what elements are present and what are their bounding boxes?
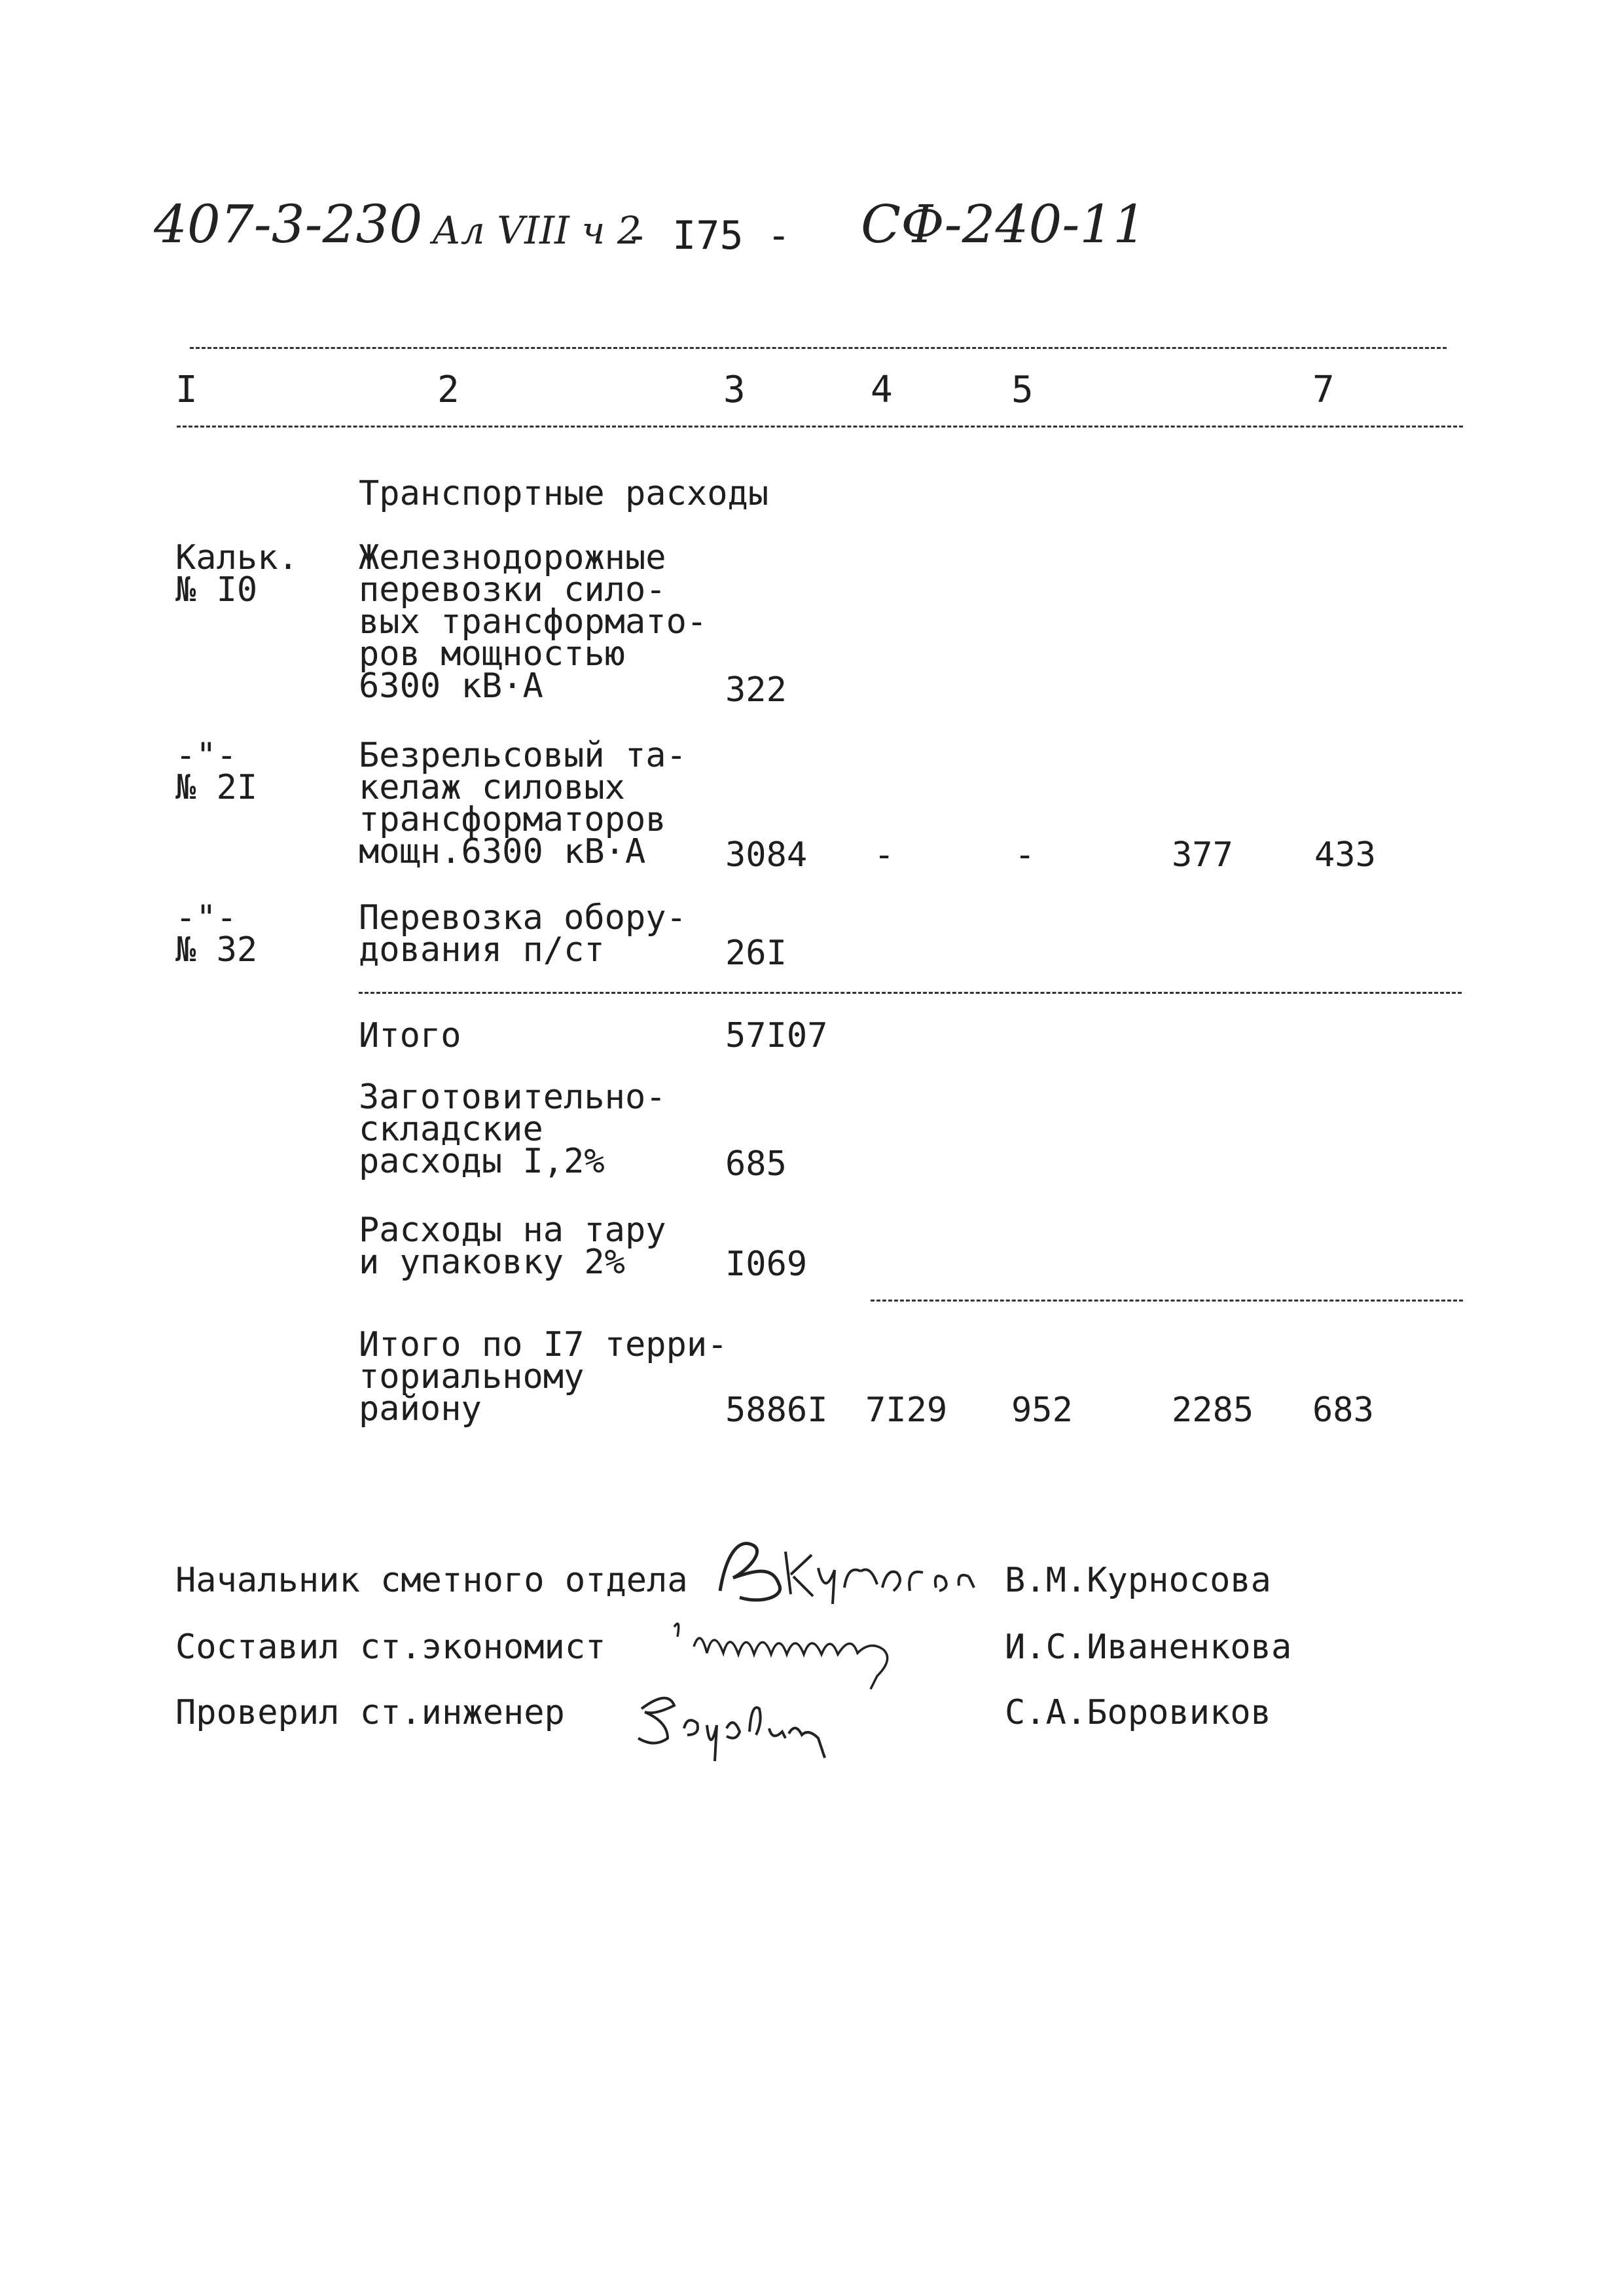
- page-number: - I75 -: [625, 213, 791, 259]
- col-header-2: 2: [437, 369, 460, 411]
- grand-total-col4: 7I29: [865, 1391, 948, 1430]
- signature-name: В.М.Курносова: [1005, 1561, 1271, 1600]
- signature-name: С.А.Боровиков: [1005, 1693, 1271, 1732]
- row-ref: -"- № 32: [175, 898, 258, 970]
- row-description: Перевозка обору- дования п/ст: [359, 898, 687, 970]
- section-title: Транспортные расходы: [359, 474, 769, 513]
- row-col3: 26I: [725, 934, 787, 973]
- signature-role: Начальник сметного отдела: [175, 1561, 688, 1600]
- col-header-7: 7: [1312, 369, 1335, 411]
- row-description: Безрельсовый та- келаж силовых трансформаторов мощн.6300 кВ·А: [359, 736, 687, 871]
- total-rule: [871, 1300, 1463, 1302]
- col-header-5: 5: [1011, 369, 1034, 411]
- grand-total-col7: 683: [1312, 1391, 1374, 1430]
- procurement-col3: 685: [725, 1144, 787, 1184]
- grand-total-col3: 5886I: [725, 1391, 828, 1430]
- album-number: Ал VIII ч 2: [432, 208, 641, 253]
- grand-total-label: Итого по I7 терри- ториальному району: [359, 1325, 728, 1429]
- col-header-3: 3: [723, 369, 746, 411]
- packaging-col3: I069: [725, 1245, 808, 1284]
- project-code: 407-3-230: [154, 194, 423, 255]
- handwritten-signature: [628, 1676, 864, 1768]
- row-ref: -"- № 2I: [175, 736, 258, 807]
- row-description: Железнодорожные перевозки сило- вых трансформато- ров мощностью 6300 кВ·А: [359, 538, 708, 706]
- packaging-label: Расходы на тару и упаковку 2%: [359, 1211, 666, 1282]
- row-col4: -: [874, 835, 895, 875]
- header-bottom-rule: [177, 426, 1463, 428]
- row-col6: 377: [1172, 835, 1233, 875]
- signature-role: Составил ст.экономист: [175, 1628, 606, 1667]
- table-top-rule: [190, 347, 1447, 349]
- sheet-code: СФ-240-11: [861, 194, 1147, 255]
- col-header-1: I: [175, 369, 198, 411]
- row-col3: 3084: [725, 835, 808, 875]
- row-ref: Кальк. № I0: [175, 538, 298, 610]
- subtotal-col3: 57I07: [725, 1016, 828, 1055]
- signature-role: Проверил ст.инженер: [175, 1693, 565, 1732]
- row-col3: 322: [725, 670, 787, 710]
- grand-total-col5: 952: [1011, 1391, 1073, 1430]
- row-col5: -: [1015, 835, 1036, 875]
- subtotal-rule: [359, 992, 1462, 994]
- signature-name: И.С.Иваненкова: [1005, 1628, 1292, 1667]
- row-col7: 433: [1314, 835, 1376, 875]
- procurement-label: Заготовительно- складские расходы I,2%: [359, 1078, 666, 1181]
- subtotal-label: Итого: [359, 1016, 461, 1055]
- grand-total-col6: 2285: [1172, 1391, 1254, 1430]
- col-header-4: 4: [871, 369, 893, 411]
